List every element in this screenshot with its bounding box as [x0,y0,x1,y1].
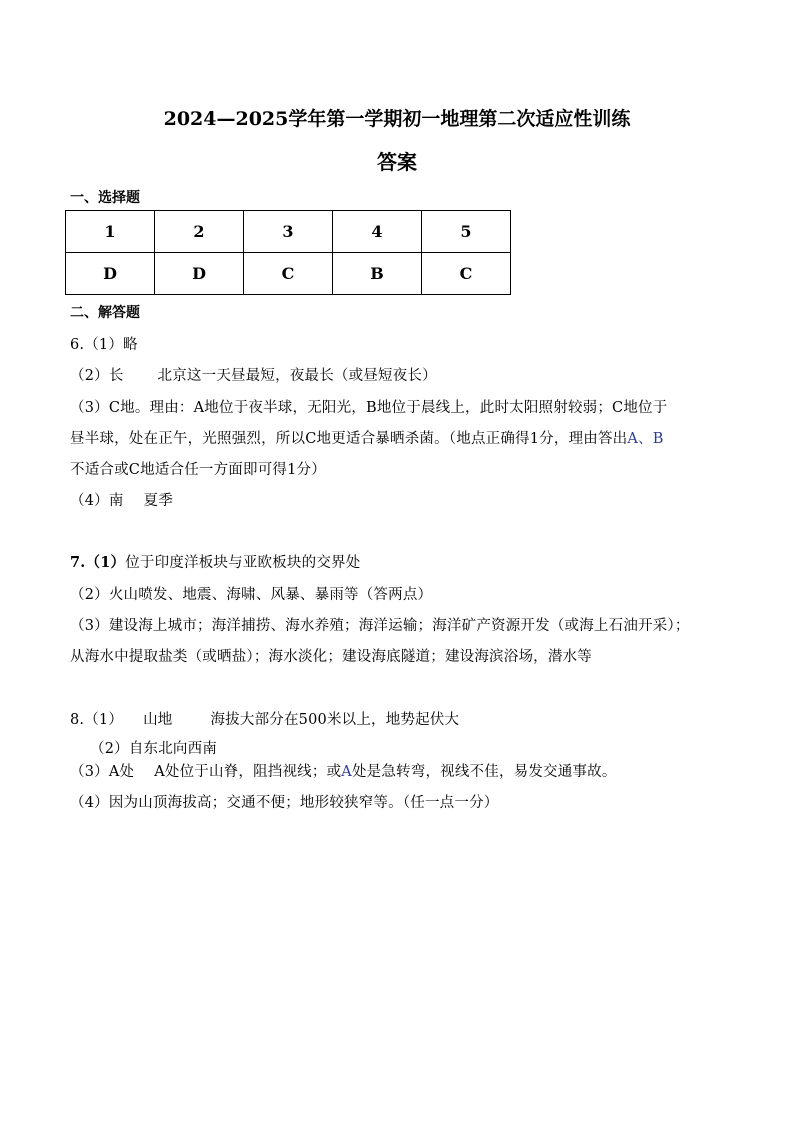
q7-number: 7.（1） [70,554,126,571]
table-cell: 1 [66,211,155,253]
q7-line-4: 从海水中提取盐类（或晒盐）；海水淡化；建设海底隧道；建设海滨浴场，潜水等 [70,649,592,665]
q7-line-1 [70,551,360,572]
q6-answer-2: （2）长 [70,368,124,384]
q6-answer-2-reason: 北京这一天昼最短，夜最长（或昼短夜长） [157,368,437,384]
table-cell: 4 [333,211,422,253]
q8-answer-1: 山地 [143,712,173,728]
q6-answer-4b: 夏季 [143,493,173,509]
q8-answer-3-reason: A处位于山脊，阻挡视线；或 [154,764,342,780]
q8-answer-1-reason: 海拔大部分在500米以上，地势起伏大 [210,712,460,728]
section-choice-heading: 一、选择题 [70,190,140,206]
q6-line-4-text: 昼半球，处在正午，光照强烈，所以C地更适合暴晒杀菌。（地点正确得1分，理由答出 [70,431,628,447]
q8-answer-3: （3）A处 [70,764,135,780]
q8-line-4: （4）因为山顶海拔高；交通不便；地形较狭窄等。（任一点一分） [70,795,499,811]
q8-number: 8.（1） [70,712,124,728]
q7-line-2: （2）火山喷发、地震、海啸、风暴、暴雨等（答两点） [70,587,433,603]
table-cell: C [422,253,511,295]
table-cell: D [66,253,155,295]
q8-line-2: （2）自东北向西南 [90,741,218,757]
page-subtitle: 答案 [377,150,417,174]
q8-answer-3-reason-cont: 处是急转弯，视线不佳，易发交通事故。 [351,764,617,780]
q6-line-6 [70,489,173,510]
q7-line-3: （3）建设海上城市；海洋捕捞、海水养殖；海洋运输；海洋矿产资源开发（或海上石油开采）； [70,618,690,634]
q8-answer-3-highlight: A [341,764,352,780]
table-cell: 3 [244,211,333,253]
page-title: 2024—2025学年第一学期初一地理第二次适应性训练 [163,108,631,130]
q6-line-3: （3）C地。理由：A地位于夜半球，无阳光，B地位于晨线上，此时太阳照射较弱；C地位于 [70,400,668,416]
table-row-numbers [66,211,511,253]
table-cell: D [155,253,244,295]
q6-answer-4a: （4）南 [70,493,124,509]
q8-line-3 [70,760,617,781]
table-row-answers [66,253,511,295]
q6-line-1: 6.（1）略 [70,337,138,353]
table-cell: 5 [422,211,511,253]
q7-answer-1: 位于印度洋板块与亚欧板块的交界处 [125,555,361,571]
q6-line-2 [70,364,437,385]
q6-line-4-highlight: A、B [627,431,664,447]
section-answer-heading: 二、解答题 [70,305,140,321]
q6-line-4 [70,427,664,448]
q8-line-1 [70,708,459,729]
table-cell: C [244,253,333,295]
q6-line-5: 不适合或C地适合任一方面即可得1分） [70,462,326,478]
choice-answer-table [65,210,511,295]
table-cell: B [333,253,422,295]
table-cell: 2 [155,211,244,253]
